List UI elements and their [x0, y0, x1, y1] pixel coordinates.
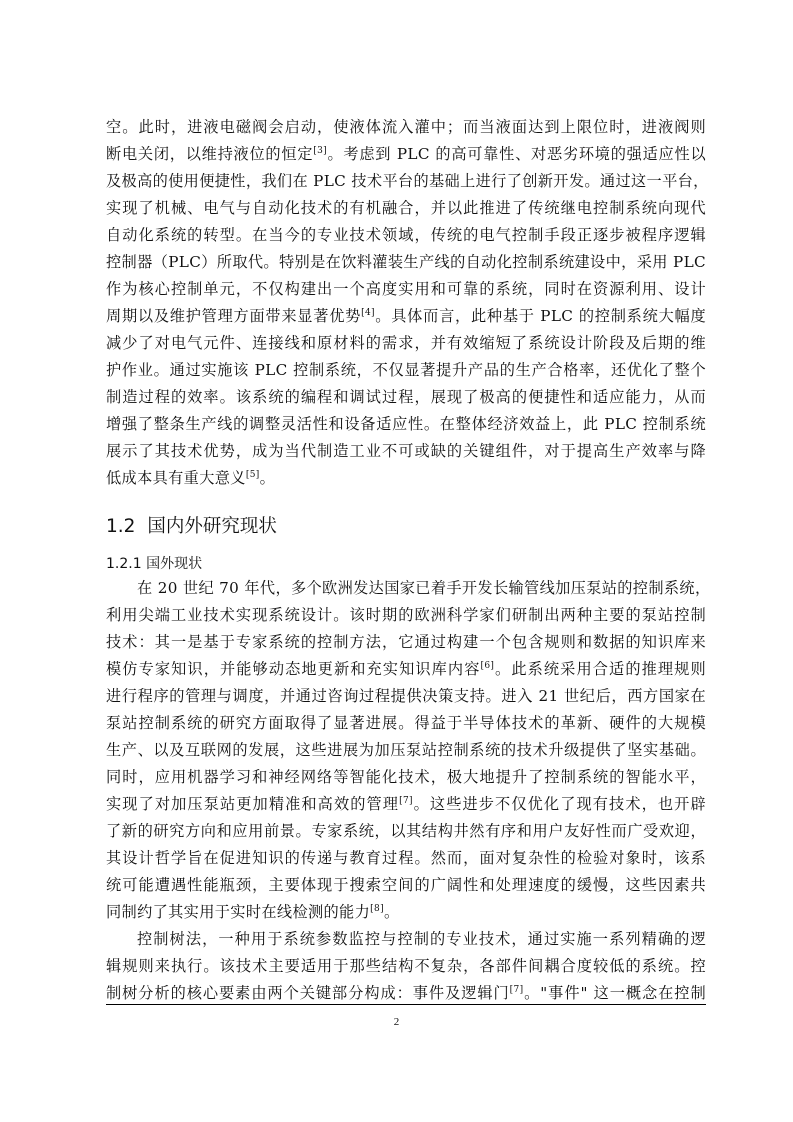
text-line: 增强了整条生产线的调整灵活性和设备适应性。在整体经济效益上，此 PLC 控制系统 [106, 415, 706, 433]
text-line: 技术：其一是基于专家系统的控制方法，它通过构建一个包含规则和数据的知识库来 [106, 633, 706, 651]
text-line: 自动化系统的转型。在当今的专业技术领域，传统的电气控制手段正逐步被程序逻辑 [106, 226, 706, 244]
text-line: 空。此时，进液电磁阀会启动，使液体流入灌中；而当液面达到上限位时，进液阀则 [106, 118, 706, 136]
text-line: 实现了机械、电气与自动化技术的有机融合，并以此推进了传统继电控制系统向现代 [106, 199, 706, 217]
section-heading: 1.2 国内外研究现状 [106, 516, 277, 537]
text-line: 控制器（PLC）所取代。特别是在饮料灌装生产线的自动化控制系统建设中，采用 PLC [106, 253, 706, 271]
subsection-heading: 1.2.1 国外现状 [106, 556, 203, 572]
citation: [7] [509, 985, 524, 995]
page-number: 2 [393, 1016, 400, 1028]
text-line: 低成本具有重大意义[5]。 [106, 469, 276, 487]
citation: [6] [480, 661, 495, 671]
citation: [3] [313, 146, 328, 156]
body-text-top [106, 114, 709, 492]
body-text-bottom [106, 575, 711, 1007]
text-line: 及极高的使用便捷性，我们在 PLC 技术平台的基础上进行了创新开发。通过这一平台， [106, 172, 709, 190]
text-line: 泵站控制系统的研究方面取得了显著进展。得益于半导体技术的革新、硬件的大规模 [106, 714, 706, 732]
text-line: 实现了对加压泵站更加精准和高效的管理[7]。这些进步不仅优化了现有技术，也开辟 [106, 795, 706, 813]
citation: [8] [370, 904, 384, 914]
text-line: 利用尖端工业技术实现系统设计。该时期的欧洲科学家们研制出两种主要的泵站控制 [106, 606, 706, 624]
text-line: 模仿专家知识，并能够动态地更新和充实知识库内容[6]。此系统采用合适的推理规则 [106, 660, 706, 678]
text-line: 进行程序的管理与调度，并通过咨询过程提供决策支持。进入 21 世纪后，西方国家在 [106, 687, 706, 705]
text-line: 制造过程的效率。该系统的编程和调试过程，展现了极高的便捷性和适应能力，从而 [106, 388, 706, 406]
text-line: 同制约了其实用于实时在线检测的能力[8]。 [106, 903, 400, 921]
text-line: 周期以及维护管理方面带来显著优势[4]。具体而言，此种基于 PLC 的控制系统大幅度 [106, 307, 706, 325]
footer-rule [106, 1004, 706, 1005]
text-line: 生产、以及互联网的发展，这些进展为加压泵站控制系统的技术升级提供了坚实基础。 [106, 741, 706, 759]
text-line: 断电关闭，以维持液位的恒定[3]。考虑到 PLC 的高可靠性、对恶劣环境的强适应性以 [106, 145, 706, 163]
text-line: 制树分析的核心要素由两个关键部分构成：事件及逻辑门[7]。"事件" 这一概念在控制 [106, 984, 706, 1002]
text-line: 作为核心控制单元，不仅构建出一个高度实用和可靠的系统，同时在资源利用、设计 [106, 280, 706, 298]
citation: [5] [245, 470, 260, 480]
citation: [7] [399, 796, 413, 806]
citation: [4] [361, 308, 375, 318]
text-line: 了新的研究方向和应用前景。专家系统，以其结构井然有序和用户友好性而广受欢迎， [106, 822, 706, 840]
text-line: 展示了其技术优势，成为当代制造工业不可或缺的关键组件，对于提高生产效率与降 [106, 442, 706, 460]
text-line: 其设计哲学旨在促进知识的传递与教育过程。然而，面对复杂性的检验对象时，该系 [106, 849, 706, 867]
text-line: 在 20 世纪 70 年代，多个欧洲发达国家已着手开发长输管线加压泵站的控制系统， [137, 579, 711, 597]
text-line: 控制树法，一种用于系统参数监控与控制的专业技术，通过实施一系列精确的逻 [137, 930, 706, 948]
text-line: 减少了对电气元件、连接线和原材料的需求，并有效缩短了系统设计阶段及后期的维 [106, 334, 706, 352]
text-line: 辑规则来执行。该技术主要适用于那些结构不复杂，各部件间耦合度较低的系统。控 [106, 957, 706, 975]
text-line: 护作业。通过实施该 PLC 控制系统，不仅显著提升产品的生产合格率，还优化了整个 [106, 361, 706, 379]
text-line: 同时，应用机器学习和神经网络等智能化技术，极大地提升了控制系统的智能水平， [106, 768, 706, 786]
text-line: 统可能遭遇性能瓶颈，主要体现于搜索空间的广阔性和处理速度的缓慢，这些因素共 [106, 876, 706, 894]
